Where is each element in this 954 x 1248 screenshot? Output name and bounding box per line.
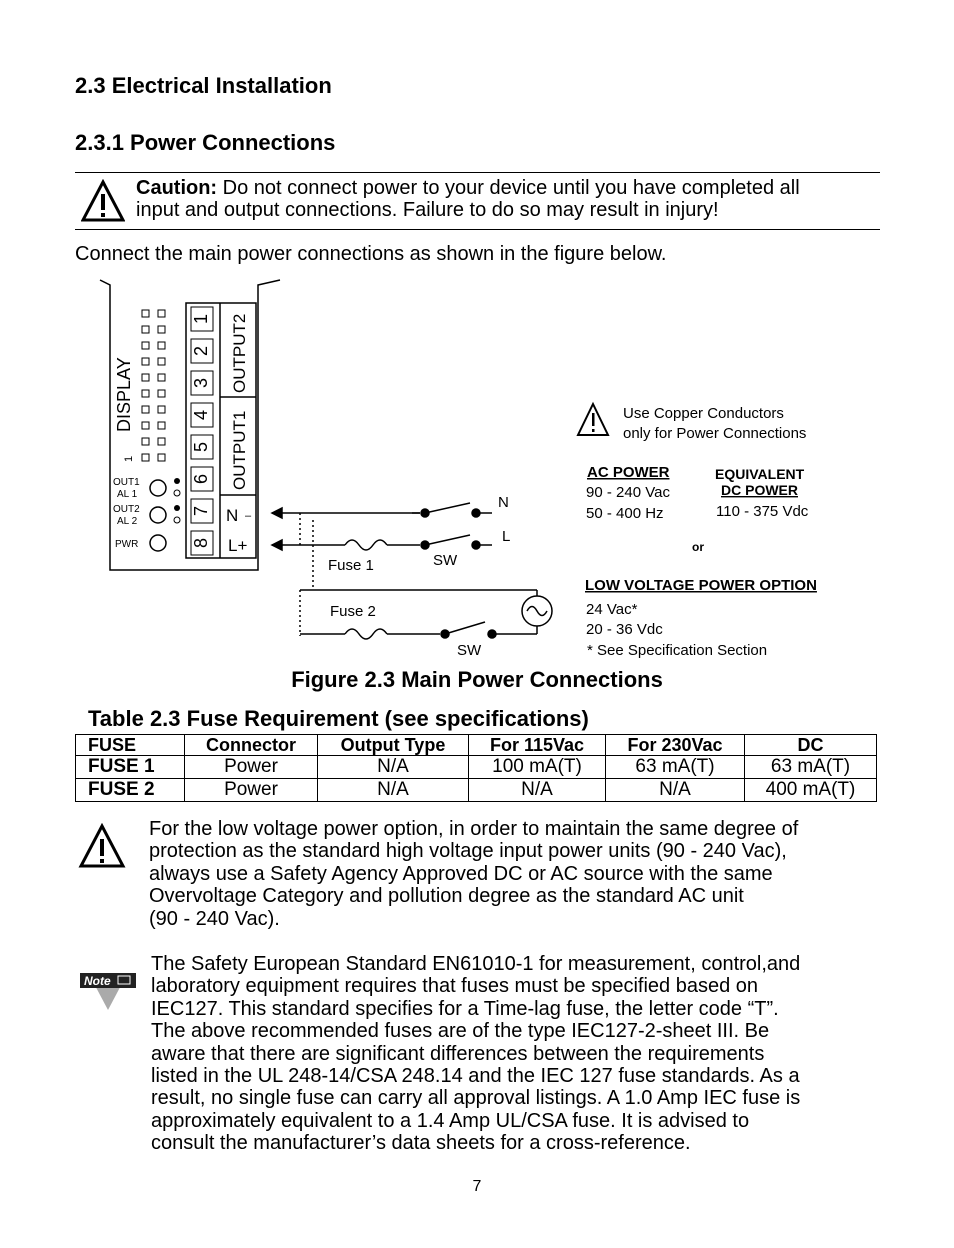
section-title: 2.3 Electrical Installation (75, 73, 332, 98)
caution-line1: Do not connect power to your device until you have completed all (217, 177, 800, 199)
warning-line: (90 - 240 Vac). (149, 907, 280, 930)
note-icon (78, 962, 138, 1012)
al1-label: AL 1 (117, 489, 138, 500)
fuse-table (75, 734, 877, 802)
terminal-2 (191, 339, 213, 363)
note-line: aware that there are significant differences between the requirements (151, 1042, 765, 1065)
ac-power-label: AC POWER (587, 464, 670, 481)
sw2-label: SW (457, 642, 482, 659)
col-header: For 115Vac (469, 735, 606, 756)
note-line: IEC127. This standard specifies for a Time-lag fuse, the letter code “T”. (151, 997, 779, 1020)
note-line: result, no single fuse can carry all approval listings. A 1.0 Amp IEC fuse is (151, 1087, 801, 1110)
note-line: approximately equivalent to a 1.4 Amp UL/CSA fuse. It is advised to (151, 1109, 750, 1132)
svg-text:1: 1 (190, 313, 211, 325)
n-wire-label: N (498, 494, 509, 511)
svg-text:5: 5 (190, 441, 211, 453)
or-label: or (692, 540, 704, 554)
lv-dc: 20 - 36 Vdc (586, 621, 663, 638)
col-header: For 230Vac (606, 735, 745, 756)
table-cell: 63 mA(T) (606, 756, 745, 779)
l-wire-label: L (502, 528, 511, 545)
table-cell: 400 mA(T) (745, 779, 877, 802)
table-row (76, 756, 877, 779)
table-cell: FUSE 1 (76, 756, 185, 779)
low-voltage-label: LOW VOLTAGE POWER OPTION (585, 577, 817, 594)
display-label: DISPLAY (114, 357, 134, 432)
out2-label: OUT2 (113, 504, 140, 515)
col-header: FUSE (76, 735, 185, 756)
terminal-7 (191, 499, 213, 523)
col-header: Connector (185, 735, 318, 756)
power-connection-figure (0, 270, 954, 665)
svg-text:2: 2 (190, 345, 211, 357)
warning-icon (81, 179, 125, 223)
lv-ac: 24 Vac* (586, 601, 638, 618)
fuse-standard-note (151, 953, 800, 1155)
see-spec-note: * See Specification Section (587, 642, 768, 659)
copper-warning-icon (578, 404, 608, 435)
terminal-6 (191, 467, 213, 491)
caution-line2: input and output connections. Failure to do so may result in injury! (136, 199, 719, 221)
table-cell: N/A (318, 779, 469, 802)
pwr-led (150, 535, 166, 551)
output1-label: OUTPUT1 (230, 410, 249, 490)
ac-voltage: 90 - 240 Vac (586, 484, 670, 501)
note-line: consult the manufacturer’s data sheets for a cross-reference. (151, 1132, 691, 1155)
warning-line: protection as the standard high voltage input power units (90 - 240 Vac), (149, 840, 787, 863)
svg-text:6: 6 (190, 473, 211, 485)
note-label: Note (84, 974, 111, 988)
ac-frequency: 50 - 400 Hz (586, 505, 664, 522)
fuse2-label: Fuse 2 (330, 603, 376, 620)
n-minus: – (245, 510, 252, 522)
warning-icon (78, 823, 126, 869)
table-cell: N/A (469, 779, 606, 802)
terminal-3 (191, 371, 213, 395)
svg-text:3: 3 (190, 377, 211, 389)
subsection-title: 2.3.1 Power Connections (75, 130, 336, 155)
table-cell: N/A (318, 756, 469, 779)
l-label: L+ (228, 536, 248, 555)
table-cell: Power (185, 756, 318, 779)
figure-caption: Figure 2.3 Main Power Connections (291, 667, 663, 692)
note-line: The Safety European Standard EN61010-1 for measurement, control,and (151, 953, 801, 975)
svg-text:8: 8 (190, 537, 211, 549)
dc-power-label: DC POWER (721, 482, 798, 498)
terminal-1 (191, 307, 213, 331)
warning-line: Overvoltage Category and pollution degree as the standard AC unit (149, 885, 744, 908)
one-label: 1 (123, 455, 135, 462)
note-line: The above recommended fuses are of the type IEC127-2-sheet III. Be (151, 1020, 770, 1043)
col-header: Output Type (318, 735, 469, 756)
led-grid (142, 310, 165, 461)
svg-text:4: 4 (190, 409, 211, 421)
copper-line1: Use Copper Conductors (623, 405, 784, 422)
table-cell: 100 mA(T) (469, 756, 606, 779)
output2-label: OUTPUT2 (230, 313, 249, 393)
sw1-label: SW (433, 552, 458, 569)
fuse1-label: Fuse 1 (328, 557, 374, 574)
terminal-4 (191, 403, 213, 427)
svg-text:7: 7 (190, 505, 211, 517)
low-voltage-warning (149, 818, 798, 930)
table-cell: 63 mA(T) (745, 756, 877, 779)
table-title: Table 2.3 Fuse Requirement (see specifications) (88, 706, 589, 731)
table-header-row (76, 735, 877, 756)
equivalent-label: EQUIVALENT (715, 466, 805, 482)
table-row (76, 779, 877, 802)
pwr-label: PWR (115, 539, 139, 550)
caution-label: Caution: (136, 177, 218, 199)
table-cell: Power (185, 779, 318, 802)
dc-voltage: 110 - 375 Vdc (716, 503, 809, 520)
out1-label: OUT1 (113, 477, 140, 488)
note-line: listed in the UL 248-14/CSA 248.14 and the IEC 127 fuse standards. As a (151, 1065, 800, 1088)
note-line: laboratory equipment requires that fuses must be specified based on (151, 975, 759, 998)
caution-box (75, 172, 880, 230)
table-cell: FUSE 2 (76, 779, 185, 802)
col-header: DC (745, 735, 877, 756)
table-cell: N/A (606, 779, 745, 802)
out2-led (150, 507, 166, 523)
warning-line: always use a Safety Agency Approved DC or AC source with the same (149, 862, 773, 885)
n-label: N (226, 506, 239, 525)
page-number: 7 (472, 1178, 482, 1195)
copper-line2: only for Power Connections (623, 425, 807, 442)
terminal-5 (191, 435, 213, 459)
terminal-8 (191, 531, 213, 555)
out1-led (150, 480, 166, 496)
caution-text (136, 177, 800, 221)
al2-label: AL 2 (117, 516, 138, 527)
warning-line: For the low voltage power option, in order to maintain the same degree of (149, 818, 799, 840)
intro-text: Connect the main power connections as shown in the figure below. (75, 243, 667, 265)
